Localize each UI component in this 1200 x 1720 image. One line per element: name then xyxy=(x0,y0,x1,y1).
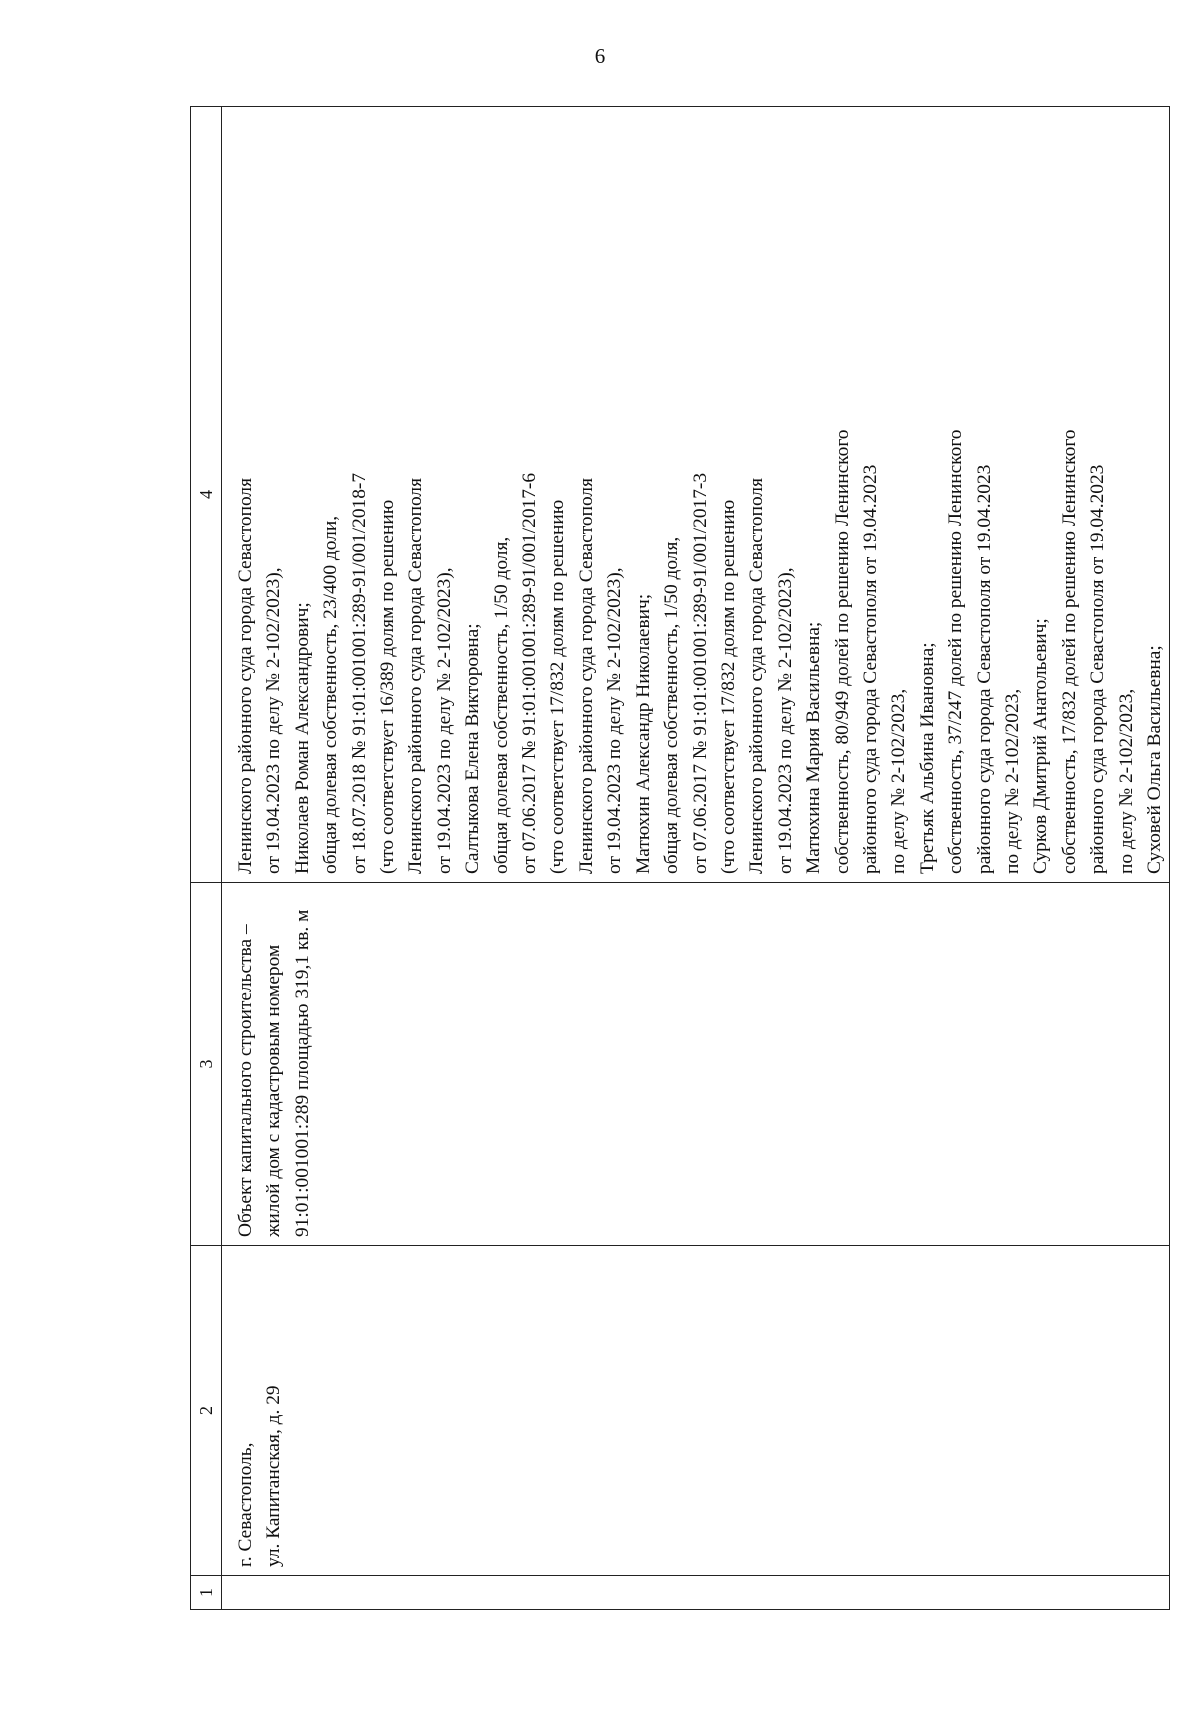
owners-line: Матюхин Александр Николаевич; xyxy=(632,593,654,874)
owners-line: Сурков Дмитрий Анатольевич; xyxy=(1030,618,1052,874)
owners-line: собственность, 80/949 долей по решению Ленинского xyxy=(831,429,853,874)
owners-line: от 19.04.2023 по делу № 2-102/2023), xyxy=(433,567,455,874)
owners-line: районного суда города Севастополя от 19.04.2023 xyxy=(859,464,881,874)
cell-number xyxy=(222,1576,1170,1610)
cell-address xyxy=(222,1246,1170,1576)
table-header-row xyxy=(191,107,222,1610)
owners-line: (что соответствует 17/832 долям по решению xyxy=(547,499,569,874)
owners-line: по делу № 2-102/2023, xyxy=(1115,688,1137,874)
owners-line: районного суда города Севастополя от 19.04.2023 xyxy=(1087,464,1109,874)
object-line: 91:01:001001:289 площадью 319,1 кв. м xyxy=(291,909,313,1237)
owners-line: от 19.04.2023 по делу № 2-102/2023), xyxy=(774,567,796,874)
owners-line: Салтыкова Елена Викторовна; xyxy=(462,623,484,874)
owners-line: по делу № 2-102/2023, xyxy=(1001,688,1023,874)
property-table xyxy=(190,106,1170,1610)
column-header-1: 1 xyxy=(191,1576,222,1610)
address-line: ул. Капитанская, д. 29 xyxy=(263,1385,285,1567)
owners-line: Ленинского районного суда города Севастополя xyxy=(405,477,427,874)
owners-line: от 07.06.2017 № 91:01:001001:289-91/001/2017-3 xyxy=(689,472,711,874)
owners-line: Матюхина Мария Васильевна; xyxy=(803,621,825,874)
object-line: Объект капитального строительства – xyxy=(235,924,256,1237)
owners-line: от 18.07.2018 № 91:01:001001:289-91/001/2018-7 xyxy=(348,472,370,874)
cell-object-description xyxy=(222,883,1170,1246)
owners-line: Ленинского районного суда города Севастополя xyxy=(575,477,597,874)
owners-line: от 19.04.2023 по делу № 2-102/2023), xyxy=(263,567,285,874)
owners-line: (что соответствует 17/832 долям по решению xyxy=(717,499,739,874)
owners-line: Ленинского районного суда города Севастополя xyxy=(235,477,256,874)
owners-line: от 19.04.2023 по делу № 2-102/2023), xyxy=(604,567,626,874)
owners-line: Третьяк Альбина Ивановна; xyxy=(916,642,938,874)
object-line: жилой дом с кадастровым номером xyxy=(263,944,285,1237)
owners-line: районного суда города Севастополя от 19.04.2023 xyxy=(973,464,995,874)
owners-line: Николаев Роман Александрович; xyxy=(291,602,313,874)
cell-owners xyxy=(222,107,1170,883)
column-header-2: 2 xyxy=(191,1246,222,1576)
table-row xyxy=(222,107,1170,1610)
address-line: г. Севастополь, xyxy=(235,1442,256,1567)
owners-line: Суховей Ольга Васильевна; xyxy=(1144,645,1165,874)
owners-line: общая долевая собственность, 1/50 доля, xyxy=(490,536,512,874)
owners-line: собственность, 17/832 долей по решению Ленинского xyxy=(1058,429,1080,874)
owners-line: общая долевая собственность, 23/400 доли, xyxy=(320,515,342,874)
owners-line: по делу № 2-102/2023, xyxy=(888,688,910,874)
owners-line: от 07.06.2017 № 91:01:001001:289-91/001/2017-6 xyxy=(519,472,541,874)
owners-line: собственность, 37/247 долей по решению Ленинского xyxy=(945,429,967,874)
owners-line: общая долевая собственность, 1/50 доля, xyxy=(661,536,683,874)
owners-line: (что соответствует 16/389 долям по решению xyxy=(377,499,399,874)
owners-line: Ленинского районного суда города Севастополя xyxy=(746,477,768,874)
column-header-3: 3 xyxy=(191,883,222,1246)
page-number: 6 xyxy=(594,44,606,68)
rotated-table-container xyxy=(190,106,1165,1610)
column-header-4: 4 xyxy=(191,107,222,883)
